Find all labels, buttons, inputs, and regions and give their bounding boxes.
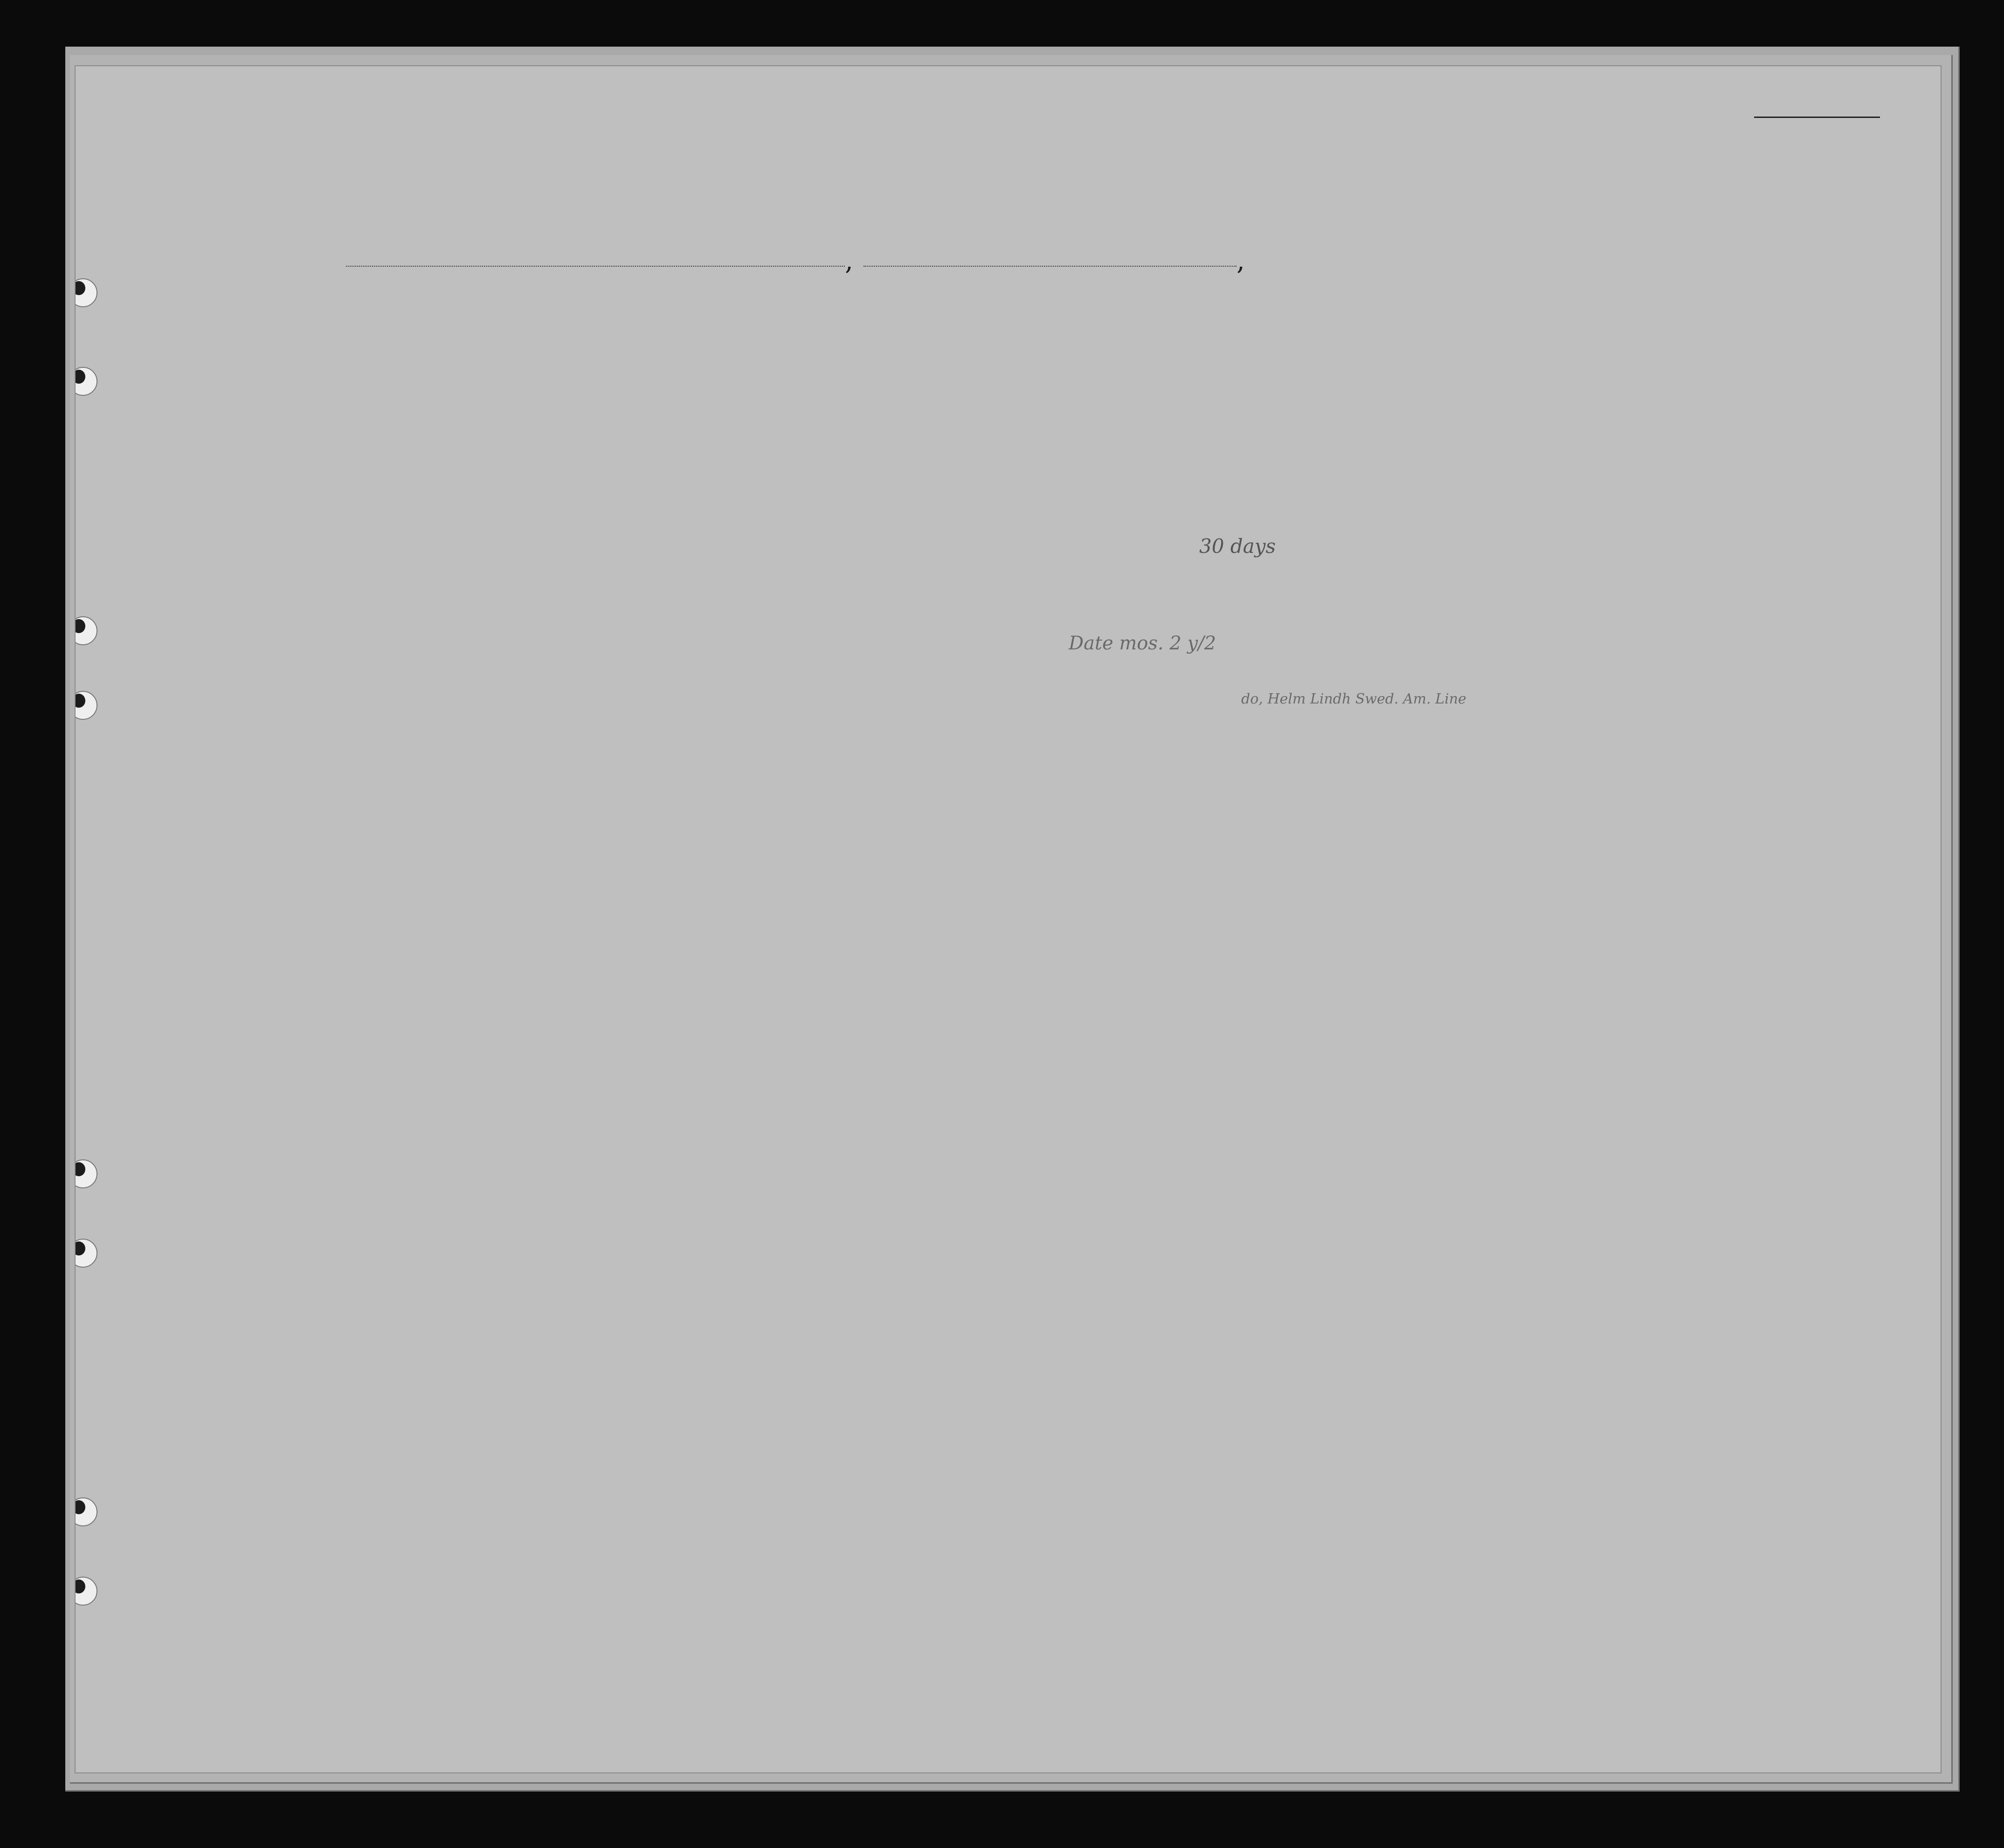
handwritten-annotation-r2: 30 days xyxy=(1199,535,1276,558)
header-c28 xyxy=(1360,327,1402,467)
manifest-page xyxy=(75,65,1942,1773)
header-c30 xyxy=(1444,327,1486,467)
comma-1: , xyxy=(845,246,853,276)
handwritten-annotation-r6: do, Helm Lindh Swed. Am. Line xyxy=(1241,691,1466,707)
header-c21 xyxy=(747,337,775,476)
header-c33-feet xyxy=(1585,423,1599,451)
header-c33-inches xyxy=(1621,421,1635,453)
header-c19 xyxy=(605,337,633,476)
header-c26 xyxy=(1311,323,1334,458)
header-c27 xyxy=(1334,323,1358,458)
header-c29 xyxy=(1404,327,1446,467)
table-grid xyxy=(76,66,1941,1772)
header-c24a xyxy=(1126,348,1163,465)
handwritten-annotation-r4: Date mos. 2 y/2 xyxy=(1069,633,1216,654)
comma-2: , xyxy=(1237,246,1245,276)
header-c24c xyxy=(1226,348,1263,465)
header-c24b xyxy=(1176,348,1213,465)
